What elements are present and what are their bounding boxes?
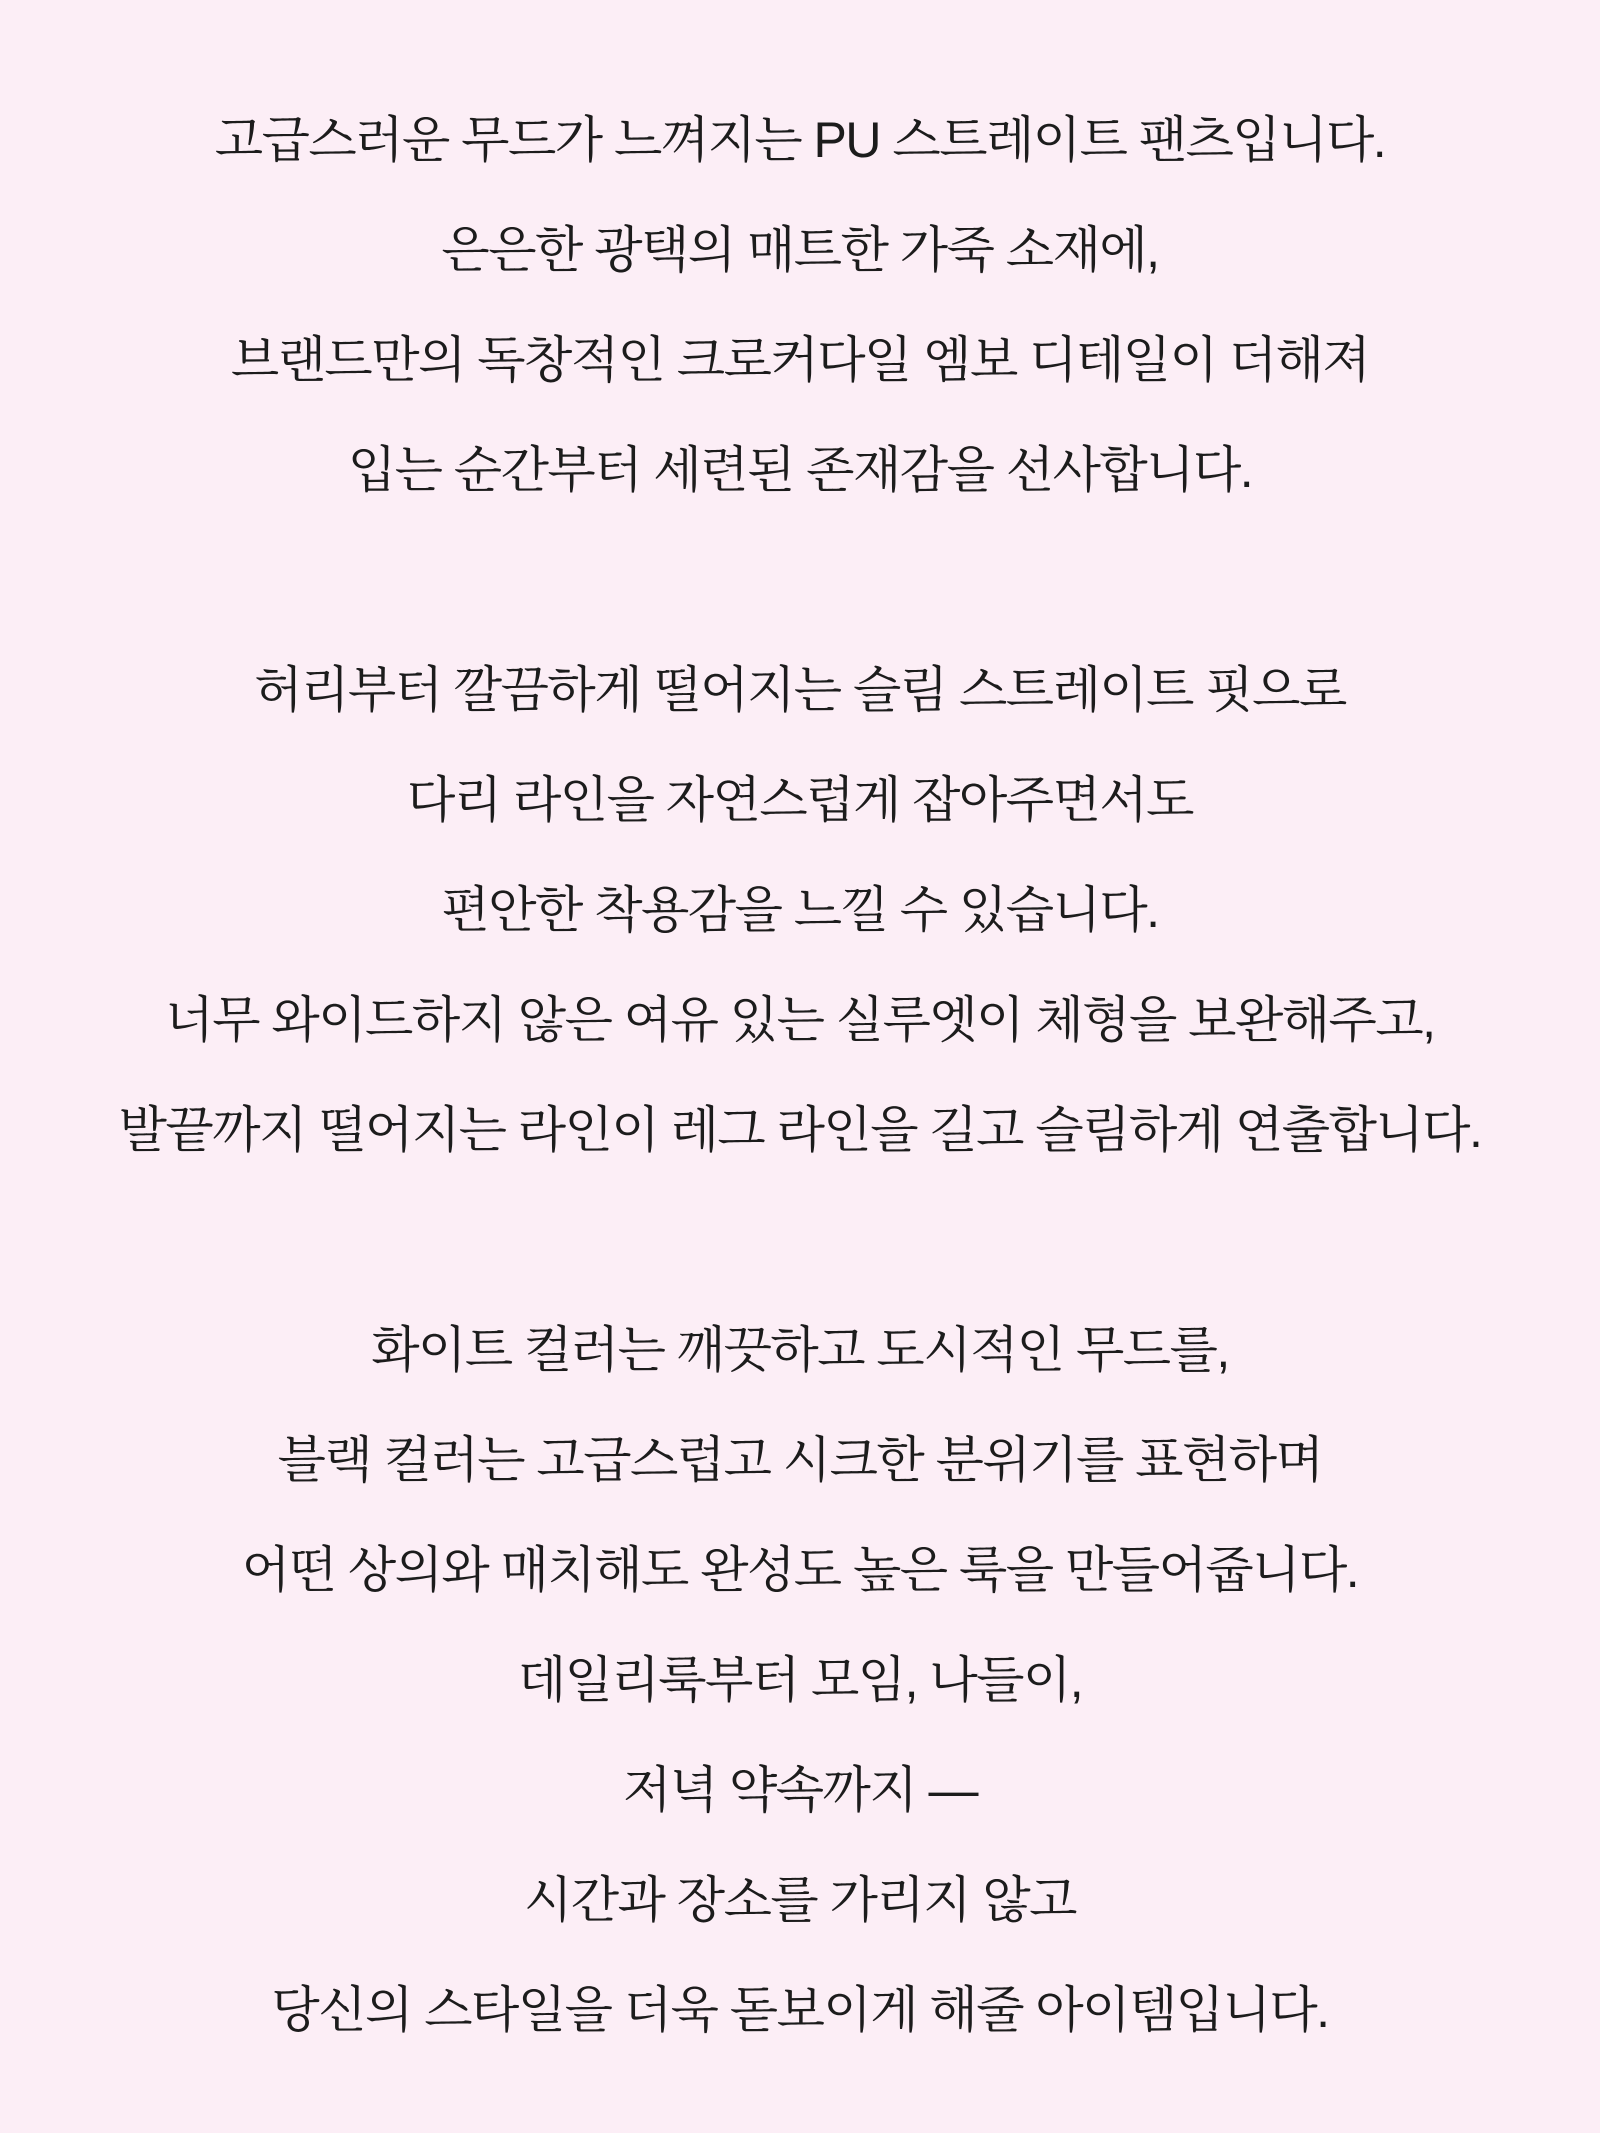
description-line: 발끝까지 떨어지는 라인이 레그 라인을 길고 슬림하게 연출합니다. [118, 1102, 1482, 1158]
description-line: 어떤 상의와 매치해도 완성도 높은 룩을 만들어줍니다. [241, 1542, 1359, 1598]
description-line: 입는 순간부터 세련된 존재감을 선사합니다. [347, 442, 1253, 498]
description-paragraph-intro [0, 85, 1600, 525]
description-line: 편안한 착용감을 느낄 수 있습니다. [441, 882, 1159, 938]
description-line: 너무 와이드하지 않은 여유 있는 실루엣이 체형을 보완해주고, [165, 992, 1435, 1048]
description-paragraph-color-styling [0, 1295, 1600, 2065]
description-paragraph-fit [0, 635, 1600, 1185]
description-line: 브랜드만의 독창적인 크로커다일 엠보 디테일이 더해져 [230, 332, 1370, 388]
description-line: 고급스러운 무드가 느껴지는 PU 스트레이트 팬츠입니다. [214, 112, 1386, 168]
description-line: 블랙 컬러는 고급스럽고 시크한 분위기를 표현하며 [277, 1432, 1323, 1488]
description-line: 당신의 스타일을 더욱 돋보이게 해줄 아이템입니다. [271, 1982, 1329, 2038]
description-line: 다리 라인을 자연스럽게 잡아주면서도 [407, 772, 1193, 828]
description-line: 은은한 광택의 매트한 가죽 소재에, [441, 222, 1159, 278]
description-line: 허리부터 깔끔하게 떨어지는 슬림 스트레이트 핏으로 [254, 662, 1346, 718]
description-line: 화이트 컬러는 깨끗하고 도시적인 무드를, [371, 1322, 1229, 1378]
description-line: 저녁 약속까지 — [622, 1762, 978, 1818]
description-line: 데일리룩부터 모임, 나들이, [517, 1652, 1083, 1708]
description-line: 시간과 장소를 가리지 않고 [524, 1872, 1076, 1928]
